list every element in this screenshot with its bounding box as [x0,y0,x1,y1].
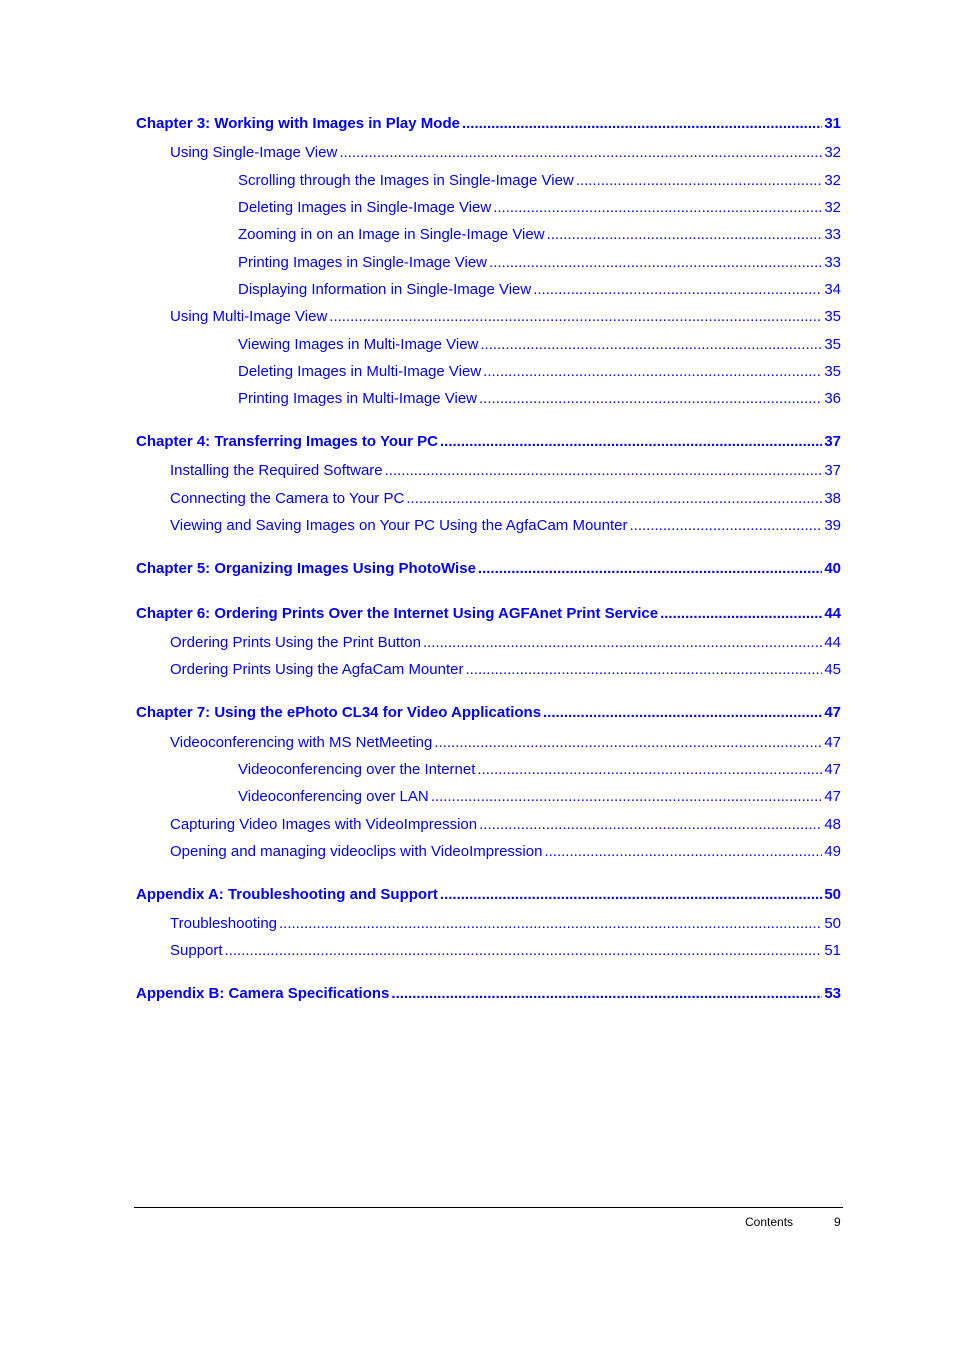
toc-dot-leader [465,661,822,679]
toc-entry-title: Chapter 6: Ordering Prints Over the Internet Using AGFAnet Print Service [136,605,659,622]
toc-entry-support[interactable] [170,942,841,960]
toc-entry-page: 47 [824,734,841,751]
toc-entry-page: 45 [824,661,841,678]
toc-entry-title: Using Multi-Image View [170,308,328,325]
toc-entry-title: Appendix A: Troubleshooting and Support [136,886,438,903]
toc-entry-title: Chapter 4: Transferring Images to Your PC [136,433,439,450]
toc-entry-page: 49 [824,843,841,860]
toc-dot-leader [406,490,822,508]
toc-entry-chapter-4[interactable] [136,433,841,451]
toc-entry-title: Viewing and Saving Images on Your PC Using the AgfaCam Mounter [170,517,628,534]
toc-entry-title: Appendix B: Camera Specifications [136,985,390,1002]
toc-entry-title: Deleting Images in Multi-Image View [238,363,482,380]
toc-entry-title: Displaying Information in Single-Image View [238,281,532,298]
toc-dot-leader [544,843,822,861]
toc-entry-page: 33 [824,226,841,243]
toc-entry-page: 44 [824,605,841,622]
toc-dot-leader [547,226,823,244]
toc-entry-title: Videoconferencing over the Internet [238,761,476,778]
toc-entry-chapter-6[interactable] [136,605,841,623]
toc-entry-printing-multi[interactable] [238,390,841,408]
toc-entry-page: 35 [824,363,841,380]
toc-entry-title: Opening and managing videoclips with VideoImpression [170,843,543,860]
toc-entry-displaying-single[interactable] [238,281,841,299]
toc-entry-title: Viewing Images in Multi-Image View [238,336,479,353]
toc-dot-leader [434,734,822,752]
toc-entry-zooming-single[interactable] [238,226,841,244]
toc-entry-deleting-single[interactable] [238,199,841,217]
toc-entry-title: Ordering Prints Using the AgfaCam Mounter [170,661,464,678]
toc-dot-leader [630,517,823,535]
toc-entry-printing-single[interactable] [238,254,841,272]
toc-entry-page: 33 [824,254,841,271]
toc-entry-page: 44 [824,634,841,651]
toc-dot-leader [489,254,822,272]
toc-entry-title: Videoconferencing with MS NetMeeting [170,734,433,751]
toc-entry-using-single-image-view[interactable] [170,144,841,162]
toc-dot-leader [479,816,822,834]
toc-entry-title: Support [170,942,223,959]
toc-entry-chapter-5[interactable] [136,560,841,578]
toc-entry-page: 35 [824,336,841,353]
toc-dot-leader [660,605,822,623]
toc-entry-scrolling-single[interactable] [238,172,841,190]
toc-entry-page: 53 [824,985,841,1002]
toc-entry-page: 48 [824,816,841,833]
toc-entry-title: Printing Images in Multi-Image View [238,390,477,407]
toc-dot-leader [462,115,822,133]
toc-entry-title: Troubleshooting [170,915,278,932]
toc-entry-title: Scrolling through the Images in Single-Image View [238,172,574,189]
toc-dot-leader [543,704,822,722]
toc-entry-page: 50 [824,915,841,932]
toc-dot-leader [431,788,823,806]
toc-entry-page: 32 [824,172,841,189]
toc-dot-leader [440,433,822,451]
toc-entry-videoconferencing-netmeeting[interactable] [170,734,841,752]
toc-dot-leader [493,199,822,217]
toc-dot-leader [279,915,822,933]
toc-entry-page: 37 [824,462,841,479]
toc-dot-leader [385,462,823,480]
toc-entry-page: 40 [824,560,841,577]
toc-entry-page: 50 [824,886,841,903]
toc-entry-opening-videoclips[interactable] [170,843,841,861]
toc-dot-leader [576,172,823,190]
toc-dot-leader [480,336,822,354]
toc-entry-title: Capturing Video Images with VideoImpression [170,816,478,833]
toc-entry-connecting-camera[interactable] [170,490,841,508]
toc-entry-chapter-3[interactable] [136,115,841,133]
toc-entry-title: Chapter 3: Working with Images in Play Mode [136,115,460,132]
toc-entry-appendix-a[interactable] [136,886,841,904]
toc-entry-page: 38 [824,490,841,507]
toc-dot-leader [478,560,822,578]
toc-entry-appendix-b[interactable] [136,985,841,1003]
footer-section-label: Contents [745,1215,794,1229]
toc-entry-page: 34 [824,281,841,298]
toc-entry-title: Videoconferencing over LAN [238,788,429,805]
toc-entry-page: 39 [824,517,841,534]
toc-dot-leader [483,363,822,381]
toc-entry-deleting-multi[interactable] [238,363,841,381]
toc-entry-title: Deleting Images in Single-Image View [238,199,492,216]
toc-entry-page: 47 [824,761,841,778]
toc-entry-title: Zooming in on an Image in Single-Image View [238,226,545,243]
toc-entry-page: 35 [824,308,841,325]
toc-entry-page: 31 [824,115,841,132]
toc-entry-viewing-multi[interactable] [238,336,841,354]
toc-dot-leader [440,886,822,904]
toc-entry-videoconferencing-internet[interactable] [238,761,841,779]
toc-entry-title: Chapter 7: Using the ePhoto CL34 for Video Applications [136,704,542,721]
toc-entry-ordering-print-button[interactable] [170,634,841,652]
toc-entry-videoconferencing-lan[interactable] [238,788,841,806]
toc-entry-page: 47 [824,704,841,721]
toc-entry-troubleshooting[interactable] [170,915,841,933]
toc-entry-title: Chapter 5: Organizing Images Using PhotoWise [136,560,476,577]
toc-entry-page: 32 [824,144,841,161]
toc-entry-title: Printing Images in Single-Image View [238,254,488,271]
toc-dot-leader [533,281,822,299]
toc-entry-title: Using Single-Image View [170,144,338,161]
toc-dot-leader [225,942,823,960]
toc-entry-title: Connecting the Camera to Your PC [170,490,405,507]
footer-divider [134,1207,843,1208]
toc-dot-leader [391,985,822,1003]
toc-entry-page: 36 [824,390,841,407]
toc-entry-using-multi-image-view[interactable] [170,308,841,326]
footer-page-number: 9 [834,1215,841,1229]
toc-dot-leader [339,144,822,162]
toc-entry-page: 47 [824,788,841,805]
toc-entry-capturing-video[interactable] [170,816,841,834]
toc-entry-viewing-saving[interactable] [170,517,841,535]
toc-entry-title: Installing the Required Software [170,462,383,479]
toc-dot-leader [329,308,822,326]
toc-dot-leader [479,390,822,408]
toc-entry-page: 51 [824,942,841,959]
toc-entry-title: Ordering Prints Using the Print Button [170,634,421,651]
toc-entry-page: 32 [824,199,841,216]
toc-dot-leader [423,634,822,652]
toc-dot-leader [477,761,822,779]
toc-entry-installing-software[interactable] [170,462,841,480]
toc-entry-chapter-7[interactable] [136,704,841,722]
toc-entry-ordering-agfacam[interactable] [170,661,841,679]
toc-entry-page: 37 [824,433,841,450]
